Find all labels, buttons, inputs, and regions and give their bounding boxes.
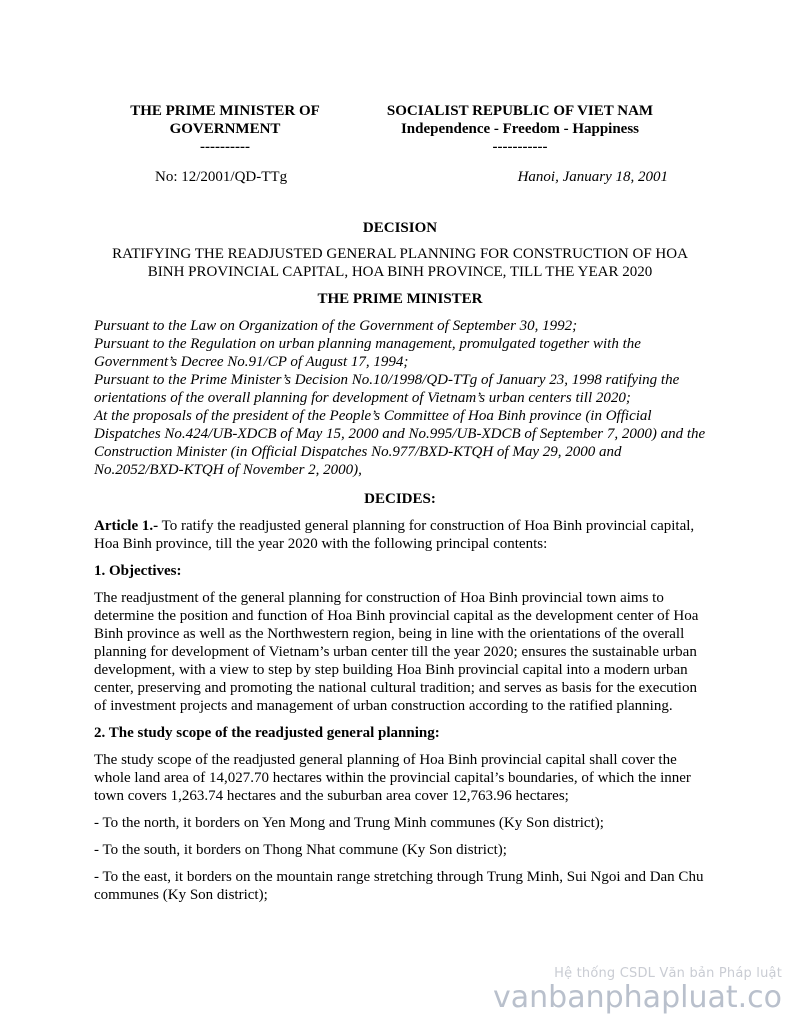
pursuant-block [94,317,706,479]
document-date: Hanoi, January 18, 2001 [517,169,668,185]
decides-heading: DECIDES: [364,491,436,507]
document-number: No: 12/2001/QD-TTg [155,169,288,185]
country-name: SOCIALIST REPUBLIC OF VIET NAM [386,103,654,119]
site-watermark [493,966,782,1015]
article-1-text: To ratify the readjusted general planning for construction of Hoa Binh provincial capital, Hoa Binh province, till the year 2020 with the following principal contents: [94,518,695,552]
boundary-north: - To the north, it borders on Yen Mong and Trung Minh communes (Ky Son district); [94,815,604,831]
section-2-text: The study scope of the readjusted general planning of Hoa Binh provincial capital shall cover the whole land area of 14,027.70 hectares within the provincial capital’s boundaries, of which the inner town covers 1,263.74 hectares and the suburban area cover 12,763.96 hectares; [94,752,691,804]
document-title: DECISION [362,220,438,236]
issuing-authority [110,102,340,156]
pursuant-line: Pursuant to the Regulation on urban planning management, promulgated together with the Government’s Decree No.91/CP of August 17, 1994; [94,336,641,370]
document-subtitle: RATIFYING THE READJUSTED GENERAL PLANNING FOR CONSTRUCTION OF HOA BINH PROVINCIAL CAPITAL, HOA BINH PROVINCE, TILL THE YEAR 2020 [112,246,688,280]
section-1-text: The readjustment of the general planning for construction of Hoa Binh provincial town aims to determine the position and function of Hoa Binh provincial capital as the development center of Hoa Binh province as well as the Northwestern region, being in line with the orientations of the overall planning for development of Vietnam’s urban center till the year 2020; ensures the sustainable urban development, with a view to step by step building Hoa Binh provincial capital into a modern urban center, preserving and promoting the national cultural tradition; and serves as basis for the execution of investment projects and management of urban construction according to the ratified planning. [94,590,699,714]
boundary-south: - To the south, it borders on Thong Nhat commune (Ky Son district); [94,842,507,858]
issuer-heading: THE PRIME MINISTER [317,291,483,307]
document-header [0,0,800,200]
authority-line-2: GOVERNMENT [169,121,281,137]
watermark-domain: vanbanphapluat.co [493,980,782,1015]
national-title [370,102,670,156]
document-body [94,219,706,913]
motto-separator: ----------- [492,139,548,155]
pursuant-line: Pursuant to the Law on Organization of the Government of September 30, 1992; [94,318,578,334]
national-motto: Independence - Freedom - Happiness [400,121,640,137]
section-1-heading: 1. Objectives: [94,563,182,579]
authority-line-1: THE PRIME MINISTER OF [130,103,320,119]
article-1-label: Article 1.- [94,518,159,534]
pursuant-line: At the proposals of the president of the People’s Committee of Hoa Binh province (in Official Dispatches No.424/UB-XDCB of May 15, 2000 and No.995/UB-XDCB of September 7, 2000) and the Construction Minister (in Official Dispatches No.977/BXD-KTQH of May 29, 2000 and No.2052/BXD-KTQH of November 2, 2000), [94,408,706,478]
article-1 [94,517,706,553]
boundary-east: - To the east, it borders on the mountain range stretching through Trung Minh, Sui Ngoi and Dan Chu communes (Ky Son district); [94,869,704,903]
pursuant-line: Pursuant to the Prime Minister’s Decision No.10/1998/QD-TTg of January 23, 1998 ratifying the orientations of the overall planning for development of Vietnam’s urban centers till 2020; [94,372,680,406]
section-2-heading: 2. The study scope of the readjusted general planning: [94,725,440,741]
watermark-tagline: Hệ thống CSDL Văn bản Pháp luật [554,966,782,981]
authority-separator: ---------- [200,139,250,155]
